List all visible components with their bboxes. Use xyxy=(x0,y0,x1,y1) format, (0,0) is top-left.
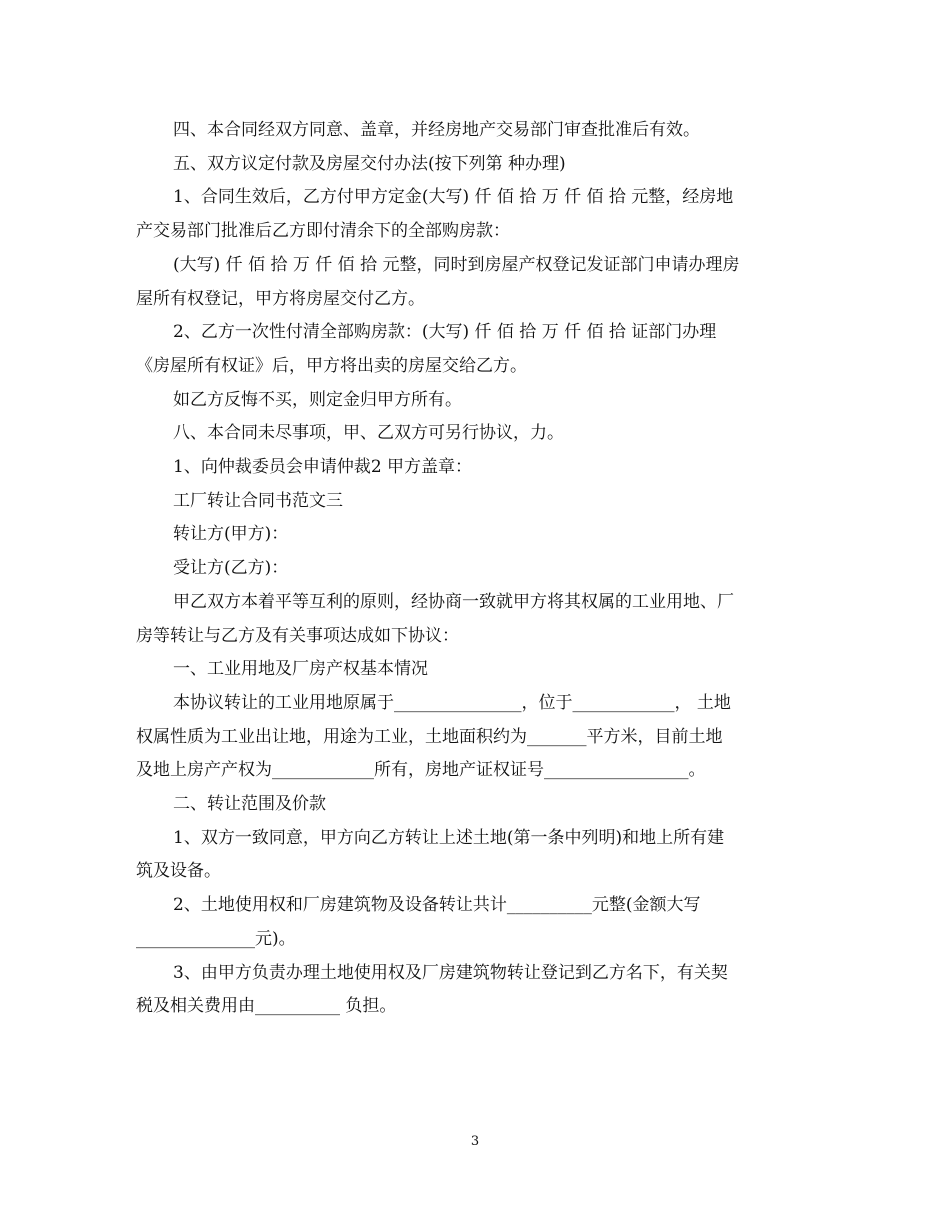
text-line: 屋所有权登记，甲方将房屋交付乙方。 xyxy=(136,288,425,309)
text-line: 如乙方反悔不买，则定金归甲方所有。 xyxy=(173,389,462,410)
text-line: 受让方(乙方)： xyxy=(173,558,289,579)
text-line: 1、双方一致同意，甲方向乙方转让上述土地(第一条中列明)和地上所有建 xyxy=(173,827,725,848)
text-line: 1、合同生效后，乙方付甲方定金(大写) 仟 佰 拾 万 仟 佰 拾 元整，经房地 xyxy=(173,187,734,208)
text-line: 四、本合同经双方同意、盖章，并经房地产交易部门审查批准后有效。 xyxy=(173,120,700,140)
text-line: 一、工业用地及厂房产权基本情况 xyxy=(173,659,428,680)
text-line: 产交易部门批准后乙方即付清余下的全部购房款： xyxy=(136,221,510,242)
text-line: 《房屋所有权证》后，甲方将出卖的房屋交给乙方。 xyxy=(136,355,527,376)
page-number: 3 xyxy=(470,1134,480,1149)
text-line: 3、由甲方负责办理土地使用权及厂房建筑物转让登记到乙方名下，有关契 xyxy=(173,962,728,983)
text-line: 2、土地使用权和厂房建筑物及设备转让共计__________元整(金额大写 xyxy=(173,895,701,916)
text-line: 五、双方议定付款及房屋交付办法(按下列第 种办理) xyxy=(173,153,566,174)
text-line: 二、转让范围及价款 xyxy=(173,794,326,815)
text-line: 转让方(甲方)： xyxy=(173,524,289,545)
text-line: 筑及设备。 xyxy=(136,861,221,882)
text-line: 八、本合同未尽事项，甲、乙双方可另行协议，力。 xyxy=(173,423,564,444)
text-line: 权属性质为工业出让地，用途为工业，土地面积约为_______平方米，目前土地 xyxy=(136,726,723,747)
text-line: 及地上房产产权为____________所有，房地产证权证号_________________。 xyxy=(136,760,706,781)
text-line: (大写) 仟 佰 拾 万 仟 佰 拾 元整，同时到房屋产权登记发证部门申请办理房 xyxy=(173,254,740,275)
text-line: 2、乙方一次性付清全部购房款：(大写) 仟 佰 拾 万 仟 佰 拾 证部门办理 xyxy=(173,322,717,343)
text-line: 税及相关费用由__________ 负担。 xyxy=(136,996,397,1017)
text-line: 1、向仲裁委员会申请仲裁2 甲方盖章： xyxy=(173,457,473,478)
document-body xyxy=(136,114,816,1024)
section-title: 工厂转让合同书范文三 xyxy=(173,490,343,511)
text-line: 甲乙双方本着平等互利的原则，经协商一致就甲方将其权属的工业用地、厂 xyxy=(173,591,734,612)
text-line: 房等转让与乙方及有关事项达成如下协议： xyxy=(136,625,459,646)
text-line: ______________元)。 xyxy=(136,928,296,949)
text-line: 本协议转让的工业用地原属于_______________，位于____________， 土地 xyxy=(173,692,731,713)
